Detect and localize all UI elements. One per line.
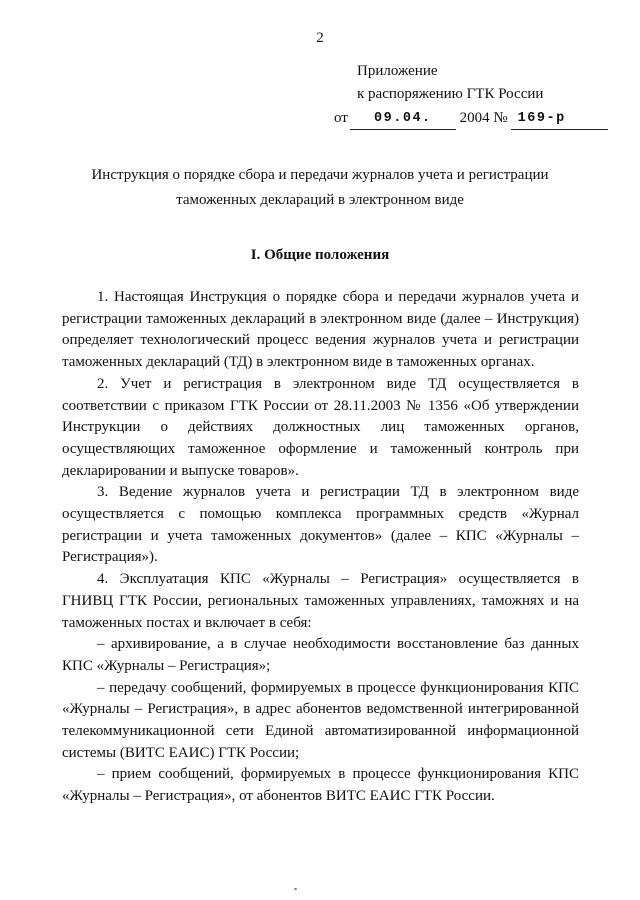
paragraph-2: 2. Учет и регистрация в электронном виде ТД осуществляется в соответствии с приказом ГТК России от 28.11.2003 № 1356 «Об утверждении Инструкции о действиях должностных лиц таможенных органов, осуществляющих таможенное оформление и таможенный контроль при декларировании и выпуске товаров». [62,375,579,479]
section-heading: I. Общие положения [250,247,390,263]
paragraph-3: 3. Ведение журналов учета и регистрации ТД в электронном виде осуществляется с помощью комплекса программных средств «Журнал регистрации и учета таможенных документов» (далее – КПС «Журналы – Регистрация»). [62,484,579,566]
list-item-receive-messages: – прием сообщений, формируемых в процессе функционирования КПС «Журналы – Регистрация», от абонентов ВИТС ЕАИС ГТК России. [62,766,579,805]
appendix-date-line [334,107,608,130]
number-blank-field [511,107,608,130]
paragraph-1: 1. Настоящая Инструкция о порядке сбора и передачи журналов учета и регистрации таможенных деклараций в электронном виде (далее – Инструкция) определяет технологический процесс ведения журналов учета и регистрации таможенных деклараций (ТД) в электронном виде в таможенных органах. [62,289,579,371]
appendix-line-1: Приложение [357,63,438,79]
paragraph-4: 4. Эксплуатация КПС «Журналы – Регистрация» осуществляется в ГНИВЦ ГТК России, региональных таможенных управлениях, таможнях и на таможенных постах и включает в себя: [62,571,579,631]
list-item-send-messages: – передачу сообщений, формируемых в процессе функционирования КПС «Журналы – Регистрация», в адрес абонентов ведомственной интегрированной телекоммуникационной сети Единой автоматизированной информационной системы (ВИТС ЕАИС) ГТК России; [62,679,579,761]
number-value: 169-р [517,111,566,126]
appendix-block [334,60,608,130]
document-body [62,287,579,808]
document-title-line-1: Инструкция о порядке сбора и передачи журналов учета и регистрации [91,167,549,183]
year-label: 2004 [459,110,490,126]
date-prefix-label: от [334,110,348,126]
document-title [0,163,640,213]
page-number: 2 [316,30,324,46]
document-title-line-2: таможенных деклараций в электронном виде [176,192,464,208]
appendix-line-2: к распоряжению ГТК России [357,86,544,102]
date-value: 09.04. [374,111,432,126]
date-blank-field [350,107,456,130]
scan-artifact-dot [294,888,297,890]
number-sign-label: № [493,110,508,126]
list-item-archiving: – архивирование, а в случае необходимости восстановление баз данных КПС «Журналы – Регистрация»; [62,636,579,674]
